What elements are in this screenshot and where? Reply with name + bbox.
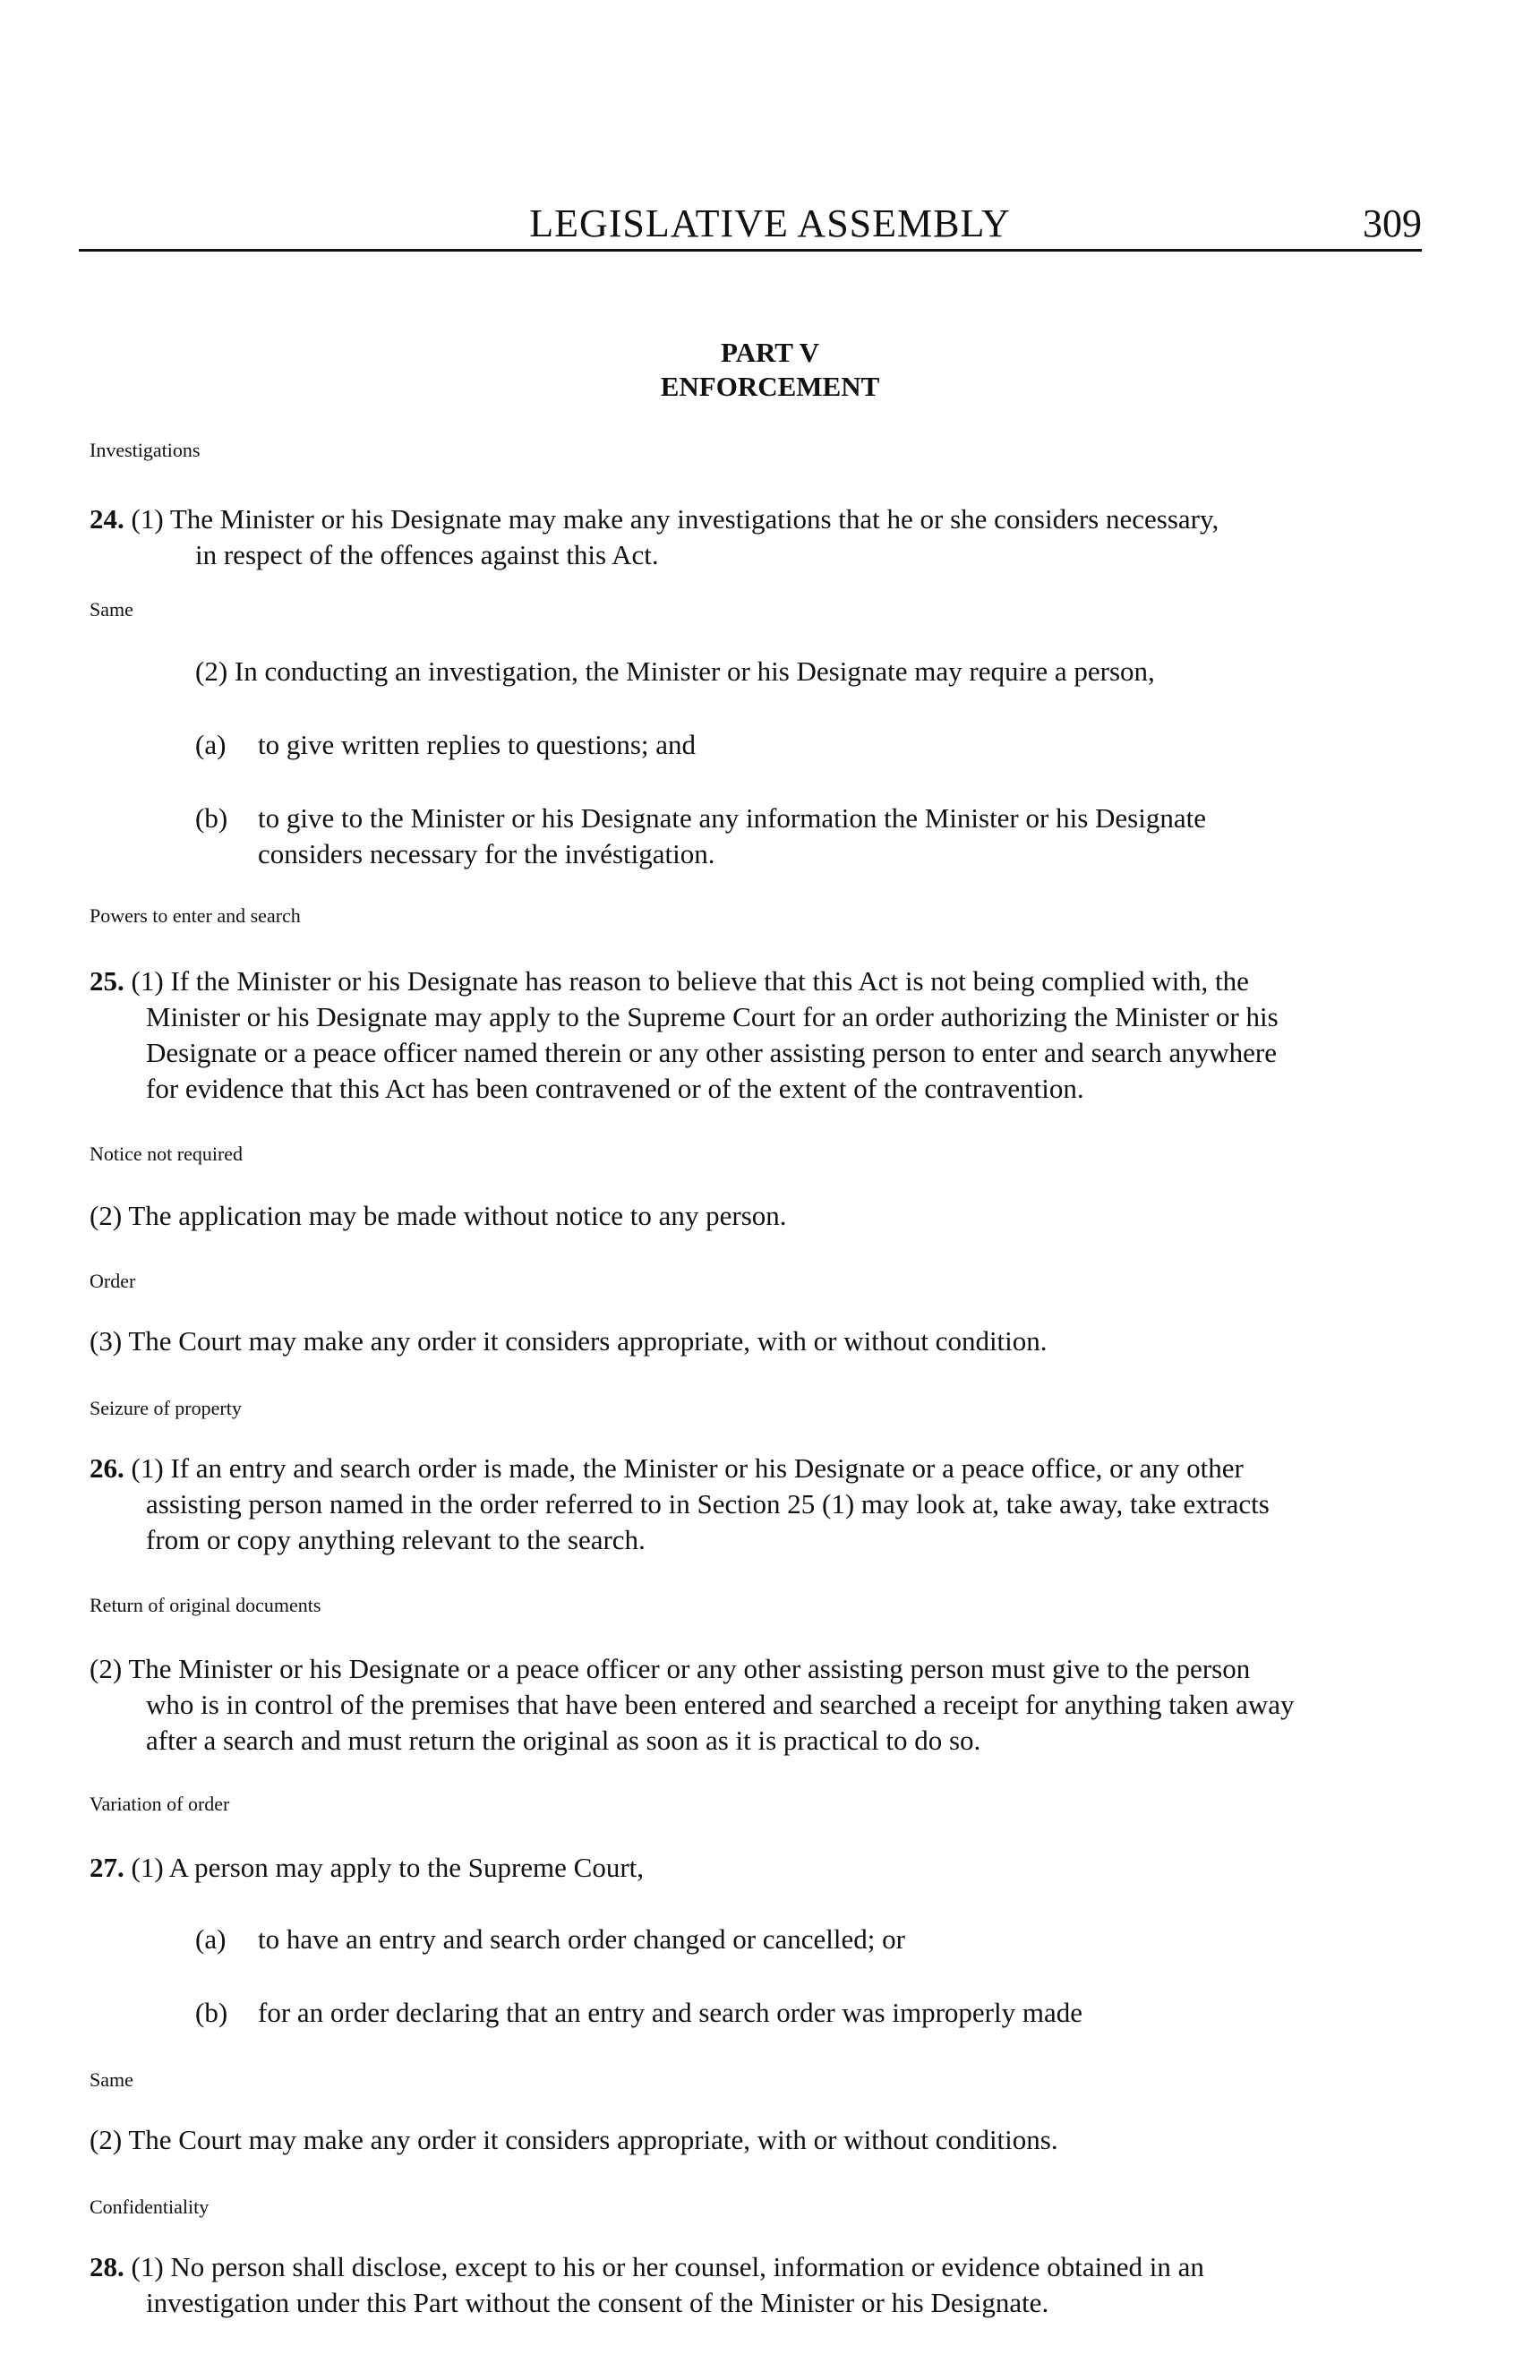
paragraph-text: to give to the Minister or his Designate any information the Minister or his Designate: [258, 802, 1206, 834]
margin-note-notice: Notice not required: [90, 1143, 244, 1165]
section-number: 27.: [90, 1852, 124, 1883]
subsection-text-cont: after a search and must return the original as soon as it is practical to do so.: [146, 1725, 981, 1756]
paragraph-text: to give written replies to questions; and: [258, 729, 697, 760]
subsection-text: (2) The Minister or his Designate or a peace officer or any other assisting person must give to the person: [90, 1653, 1251, 1684]
subsection-text: (2) The application may be made without notice to any person.: [90, 1200, 787, 1231]
subsection-text-cont: assisting person named in the order referred to in Section 25 (1) may look at, take away, take extracts: [146, 1488, 1270, 1520]
paragraph-label: (a): [195, 1923, 227, 1955]
subsection-text-cont: Designate or a peace officer named therein or any other assisting person to enter and search anywhere: [146, 1037, 1278, 1068]
subsection-text-cont: from or copy anything relevant to the search.: [146, 1524, 646, 1555]
section-number: 25.: [90, 965, 124, 997]
section-number: 28.: [90, 2251, 124, 2282]
section-24: [90, 501, 1219, 537]
subsection-text: (1) If an entry and search order is made, the Minister or his Designate or a peace office, or any other: [131, 1452, 1244, 1484]
part-title: ENFORCEMENT: [660, 371, 880, 402]
part-number: PART V: [720, 337, 819, 368]
margin-note-confidentiality: Confidentiality: [90, 2196, 210, 2218]
paragraph-label: (b): [195, 1997, 228, 2028]
subsection-text-cont: investigation under this Part without the consent of the Minister or his Designate.: [146, 2287, 1049, 2318]
subsection-text: (2) In conducting an investigation, the Minister or his Designate may require a person,: [195, 655, 1155, 687]
page-number: 309: [1363, 201, 1422, 245]
subsection-text: (1) The Minister or his Designate may make any investigations that he or she considers necessary,: [131, 503, 1219, 535]
section-25: [90, 963, 1249, 999]
paragraph-text: for an order declaring that an entry and search order was improperly made: [258, 1997, 1082, 2028]
subsection-text-cont: who is in control of the premises that have been entered and searched a receipt for anything taken away: [146, 1689, 1295, 1720]
margin-note-return: Return of original documents: [90, 1594, 321, 1616]
subsection-text-cont: Minister or his Designate may apply to the Supreme Court for an order authorizing the Minister or his: [146, 1001, 1279, 1032]
subsection-text: (1) A person may apply to the Supreme Court,: [131, 1852, 645, 1883]
section-number: 24.: [90, 503, 124, 535]
margin-note-powers: Powers to enter and search: [90, 904, 301, 927]
paragraph-text: to have an entry and search order changed or cancelled; or: [258, 1923, 905, 1955]
margin-note-investigations: Investigations: [90, 439, 201, 461]
subsection-text-cont: for evidence that this Act has been contravened or of the extent of the contravention.: [146, 1073, 1084, 1104]
margin-note-order: Order: [90, 1270, 136, 1292]
paragraph-label: (b): [195, 802, 228, 834]
subsection-text-cont: in respect of the offences against this Act.: [195, 539, 659, 570]
subsection-text: (1) If the Minister or his Designate has reason to believe that this Act is not being complied with, the: [131, 965, 1249, 997]
subsection-text: (2) The Court may make any order it considers appropriate, with or without conditions.: [90, 2124, 1058, 2155]
paragraph-label: (a): [195, 729, 227, 760]
paragraph-text-cont: considers necessary for the invéstigation.: [258, 838, 715, 869]
margin-note-same: Same: [90, 598, 133, 621]
section-number: 26.: [90, 1452, 124, 1484]
section-26: [90, 1451, 1244, 1486]
section-27: [90, 1850, 644, 1886]
header-rule: [79, 249, 1422, 252]
section-28: [90, 2249, 1204, 2285]
margin-note-variation: Variation of order: [90, 1793, 230, 1815]
subsection-text: (3) The Court may make any order it considers appropriate, with or without condition.: [90, 1325, 1048, 1357]
margin-note-seizure: Seizure of property: [90, 1397, 242, 1419]
margin-note-same: Same: [90, 2068, 133, 2091]
running-head: LEGISLATIVE ASSEMBLY: [529, 201, 1011, 245]
subsection-text: (1) No person shall disclose, except to his or her counsel, information or evidence obtained in an: [131, 2251, 1204, 2282]
